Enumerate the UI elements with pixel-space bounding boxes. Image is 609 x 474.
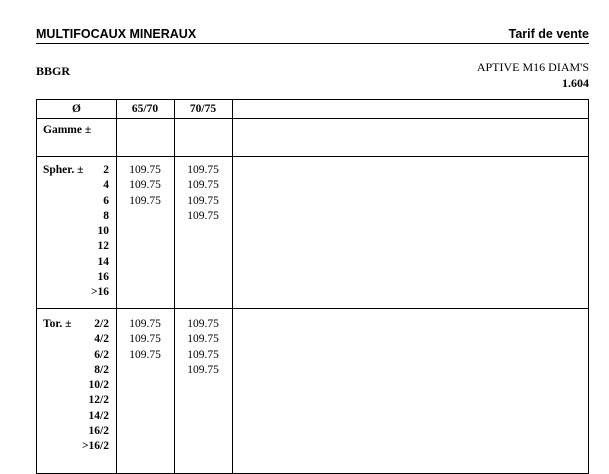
- header-row-divider: [37, 118, 588, 119]
- price-cell: 109.75: [129, 348, 161, 361]
- price-cell: 109.75: [129, 194, 161, 207]
- price-cell: [116, 209, 174, 224]
- tor-values: [73, 317, 109, 455]
- price-cell: [116, 363, 174, 378]
- table-row-value: 4: [103, 179, 109, 192]
- table-row-value: >16: [90, 286, 109, 299]
- price-cell: 109.75: [187, 209, 219, 222]
- table-row-value: 12: [97, 240, 109, 253]
- header-rule: [36, 43, 589, 44]
- gamme-label: Gamme ±: [43, 124, 92, 136]
- table-row-value: 14/2: [88, 409, 109, 422]
- spher-prices-70-75: [174, 163, 232, 224]
- table-row-value: 8: [103, 209, 109, 222]
- table-row-value: >16/2: [82, 440, 109, 453]
- price-cell: 109.75: [187, 179, 219, 192]
- tor-prices-65-70: [116, 317, 174, 378]
- table-row-value: 8/2: [94, 363, 109, 376]
- column-header-70-75: 70/75: [189, 103, 217, 115]
- spher-values: [77, 163, 109, 301]
- category-title: MULTIFOCAUX MINERAUX: [36, 27, 197, 41]
- table-row-value: 10/2: [88, 379, 109, 392]
- price-cell: 109.75: [129, 333, 161, 346]
- table-row-value: 6/2: [94, 348, 109, 361]
- gamme-row-divider: [37, 156, 588, 157]
- table-row-value: 6: [103, 194, 109, 207]
- column-header-diameter: Ø: [72, 103, 81, 115]
- table-row-value: 2: [103, 164, 109, 176]
- price-cell: 109.75: [187, 318, 219, 330]
- table-row-value: 16/2: [88, 425, 109, 438]
- table-row-value: 10: [97, 225, 109, 238]
- brand-name: BBGR: [36, 64, 71, 78]
- spher-prices-65-70: [116, 163, 174, 224]
- refractive-index: 1.604: [562, 76, 589, 90]
- document-type: Tarif de vente: [508, 27, 589, 41]
- price-cell: 109.75: [129, 164, 161, 176]
- price-cell: 109.75: [187, 363, 219, 376]
- tor-label: Tor. ±: [43, 318, 72, 330]
- table-row-value: 2/2: [94, 318, 109, 330]
- price-cell: 109.75: [187, 164, 219, 176]
- tor-prices-70-75: [174, 317, 232, 378]
- price-table: [36, 99, 589, 474]
- price-cell: 109.75: [187, 348, 219, 361]
- table-row-value: 4/2: [94, 333, 109, 346]
- price-cell: 109.75: [187, 333, 219, 346]
- price-cell: 109.75: [129, 179, 161, 192]
- spher-section-divider: [37, 308, 588, 309]
- column-header-65-70: 65/70: [131, 103, 159, 115]
- product-name: APTIVE M16 DIAM'S: [476, 60, 589, 74]
- table-row-value: 16: [97, 271, 109, 284]
- price-cell: 109.75: [129, 318, 161, 330]
- table-row-value: 12/2: [88, 394, 109, 407]
- table-row-value: 14: [97, 255, 109, 268]
- spher-label: Spher. ±: [43, 164, 84, 176]
- price-cell: 109.75: [187, 194, 219, 207]
